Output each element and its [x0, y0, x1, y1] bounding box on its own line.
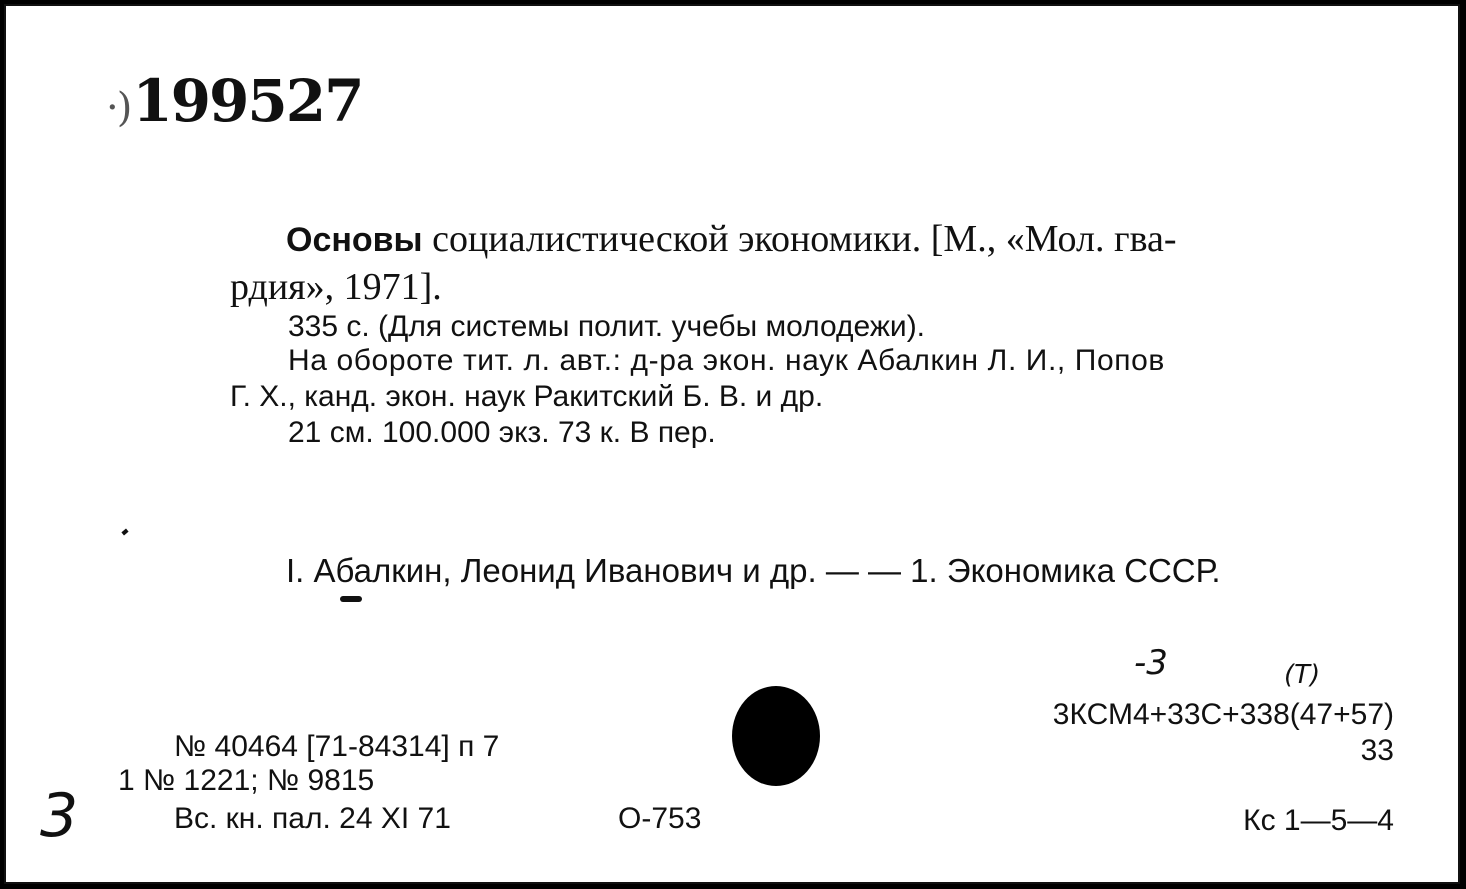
- handwritten-mark-2: (Т): [1284, 660, 1321, 690]
- book-title: [286, 220, 1177, 258]
- underline-mark: [340, 596, 362, 602]
- punch-hole: [732, 686, 820, 786]
- authors-line-2: Г. Х., канд. экон. наук Ракитский Б. В. и др.: [230, 380, 824, 413]
- footer-code: О-753: [618, 802, 702, 835]
- classification-index: 3КСМ4+33С+338(47+57): [1052, 698, 1394, 731]
- pages-line: 335 с. (Для системы полит. учебы молодежи).: [288, 310, 926, 343]
- handwritten-mark-3: 3: [40, 781, 79, 851]
- stray-mark: [121, 529, 128, 536]
- footer-line-1: № 40464 [71-84314] п 7: [174, 730, 500, 763]
- footer-line-3: Вс. кн. пал. 24 XI 71: [174, 802, 451, 835]
- title-rest: социалистической экономики. [М., «Мол. гва-: [422, 218, 1177, 260]
- authors-line-1: На обороте тит. л. авт.: д-ра экон. наук Абалкин Л. И., Попов: [288, 344, 1165, 377]
- catalog-card: [4, 4, 1460, 884]
- added-entry: I. Абалкин, Леонид Иванович и др. — — 1. Экономика СССР.: [286, 552, 1221, 589]
- handwritten-mark-1: -3: [1134, 643, 1168, 683]
- physical-description: 21 см. 100.000 экз. 73 к. В пер.: [288, 416, 716, 449]
- inventory-number: ·)199527: [106, 67, 363, 135]
- book-title-line2: рдия», 1971].: [230, 266, 442, 308]
- classification-index-2: 33: [1360, 734, 1394, 767]
- ks-code: Кс 1—5—4: [1243, 804, 1394, 837]
- title-bold: Основы: [286, 221, 423, 259]
- inventory-prefix: ·): [106, 85, 131, 131]
- footer-line-2: 1 № 1221; № 9815: [118, 764, 375, 797]
